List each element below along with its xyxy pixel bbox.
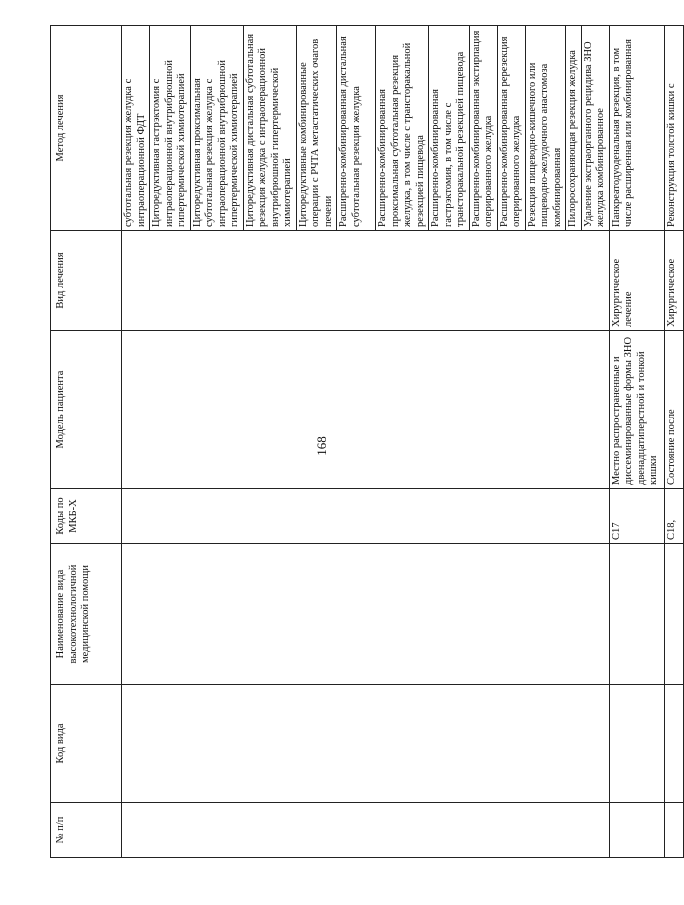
cell-type: Хирургическое [664,231,683,331]
cell-model [122,331,610,489]
cell-method: Циторедуктивная дистальная субтотальная резекция желудка с интраоперационной внутрибрюшной гипертермической химиотерапией [243,26,296,231]
cell-model: Местно распространенные и диссеминированные формы ЗНО двенадцатиперстной и тонкой кишки [609,331,664,489]
cell-method: Расширенно-комбинированная ререзекция оперированного желудка [497,26,525,231]
cell-num [609,803,664,858]
page-number: 168 [314,436,329,456]
header-name: Наименование вида высокотехнологичной медицинской помощи [51,544,122,685]
cell-name [122,544,610,685]
table-row [609,26,664,858]
cell-type [122,231,610,331]
table-row [664,26,683,858]
cell-method: Резекция пищеводно-кишечного или пищеводно-желудочного анастомоза комбинированная [525,26,566,231]
rotated-page-content [50,26,677,858]
cell-method: Пилоросохраняющая резекция желудка [566,26,582,231]
header-method: Метод лечения [51,26,122,231]
cell-icd [122,489,610,544]
cell-method: Циторедуктивная гастрэктомия с интраоперационной внутрибрюшной гипертермической химиотерапией [150,26,191,231]
cell-model: Состояние после [664,331,683,489]
cell-num [122,803,610,858]
cell-method: Панкреатодуоденальная резекция, в том числе расширенная или комбинированная [609,26,664,231]
cell-code [609,685,664,803]
cell-method: Циторедуктивные комбинированные операции с РЧТА метастатических очагов печени [296,26,337,231]
header-num: № п/п [51,803,122,858]
header-icd: Коды по МКБ-X [51,489,122,544]
cell-code [122,685,610,803]
cell-method: Расширенно-комбинированная экстирпация оперированного желудка [469,26,497,231]
cell-num [664,803,683,858]
cell-method: Удаление экстраорганного рецидива ЗНО желудка комбинированное [581,26,609,231]
cell-name [664,544,683,685]
cell-method: Расширенно-комбинированная гастрэктомия, в том числе с трансторакальной резекцией пищевода [429,26,470,231]
table-header-row [51,26,122,858]
cell-name [609,544,664,685]
cell-type: Хирургическое лечение [609,231,664,331]
cell-code [664,685,683,803]
cell-icd: C18, [664,489,683,544]
table-row [122,26,150,858]
cell-method: Расширенно-комбинированная проксимальная субтотальная резекция желудка, в том числе с трансторакальной резекцией пищевода [376,26,429,231]
cell-method: Реконструкция толстой кишки с [664,26,683,231]
header-type: Вид лечения [51,231,122,331]
header-model: Модель пациента [51,331,122,489]
cell-method: субтотальная резекция желудка с интраоперационной ФДТ [122,26,150,231]
cell-method: Циторедуктивная проксимальная субтотальная резекция желудка с интраоперационной внутрибрюшной гипертермической химиотерапией [190,26,243,231]
header-code: Код вида [51,685,122,803]
cell-method: Расширенно-комбинированная дистальная субтотальная резекция желудка [337,26,376,231]
treatment-table [50,25,684,858]
cell-icd: C17 [609,489,664,544]
